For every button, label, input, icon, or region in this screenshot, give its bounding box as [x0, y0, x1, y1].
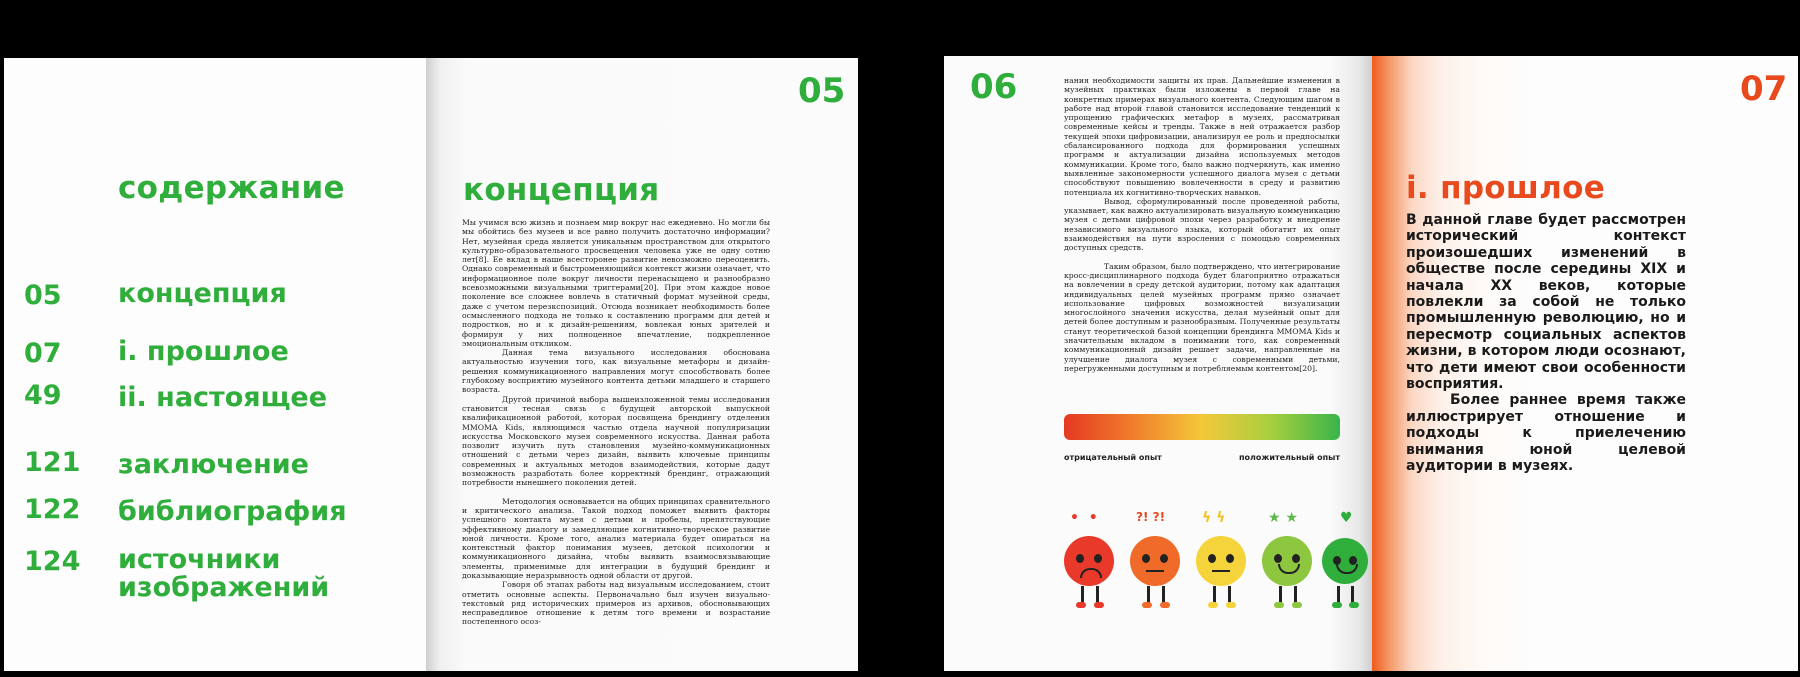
- paragraph: Вывод, сформулированный после проведенной работы, указывает, как важно актуализировать визуальную коммуникацию музея с детьми цифровой эпохи через разработку и внедрение независимого визуального языка, который обогатит их опыт взаимодействия на пути взросления с помощью современных доступных средств.: [1064, 196, 1340, 253]
- continued-page: [944, 56, 1372, 671]
- toc-entry-page-number: 121: [24, 447, 81, 478]
- scale-left-label: отрицательный опыт: [1064, 453, 1162, 462]
- page-number: 06: [970, 67, 1018, 107]
- page-number: 07: [1740, 69, 1788, 109]
- toc-entry-page-number: 124: [24, 546, 81, 577]
- paragraph: Методология основывается на общих принципах сравнительного и критического анализа. Такой подход поможет выявить факторы успешного контакта музея с детьми и пробелы, препятствующие эффективному диалогу и замедляющие когнитивно-творческое развитие юной личности. Кроме того, анализ материала будет опираться на контекстный фактор понимания музеев, детской психологии и коммуникационного дизайна, чтобы выявить взаимосвязывающие элементы, применимые для интеграции в будущий брендинг и доказывающие неразрывность одной области от другой.: [462, 496, 770, 580]
- experience-gradient-scale: [1064, 414, 1340, 440]
- toc-entry-title: заключение: [118, 449, 309, 480]
- toc-entry-title: библиография: [118, 496, 347, 527]
- chapter-heading: i. прошлое: [1406, 170, 1606, 206]
- paragraph: нания необходимости защиты их прав. Дальнейшие изменения в музейных практиках были изложены в первой главе на конкретных примерах визуального контента. Следующим шагом в работе над второй главой становится исследование тенденций к упрощению графических метафор в музеях, рассматривая современные кейсы и тренды. Также в ней отражается разбор текущей эпохи цифровизации, анализируя ее роль и предпосылки сбалансированного подхода для формирования успешных программ и актуализации дизайна используемых методов коммуникации. Кроме того, было важно подчеркнуть, как именно выявленные закономерности успешного диалога музея с детьми способствуют повышению вовлеченности в среду и развитию потенциала их когнитивно-творческих навыков.: [1064, 76, 1340, 197]
- paragraph: Говоря об этапах работы над визуальным исследованием, стоит отметить основные аспекты. Первоначально был изучен визуально-текстовый ряд исторических примеров из архивов, обосновывающих несправедливое отношение к детям того времени и возрастание постепенного осоз-: [462, 580, 770, 627]
- toc-entry-page-number: 07: [24, 338, 62, 369]
- scale-right-label: положительный опыт: [1239, 453, 1340, 462]
- page-heading: концепция: [463, 172, 660, 208]
- exclamation-icon: ?! ?!: [1136, 510, 1166, 524]
- body-text: [462, 218, 770, 627]
- toc-entry-title: i. прошлое: [118, 336, 289, 367]
- confused-face-icon: [1130, 510, 1182, 634]
- lightning-icon: ϟ ϟ: [1202, 510, 1226, 526]
- paragraph: Мы учимся всю жизнь и познаем мир вокруг нас ежедневно. Но могли бы мы обойтись без музеев и все равно получить достаточно информации? Нет, музейная среда является уникальным пространством для открытого культурно-образовательного просвещения человека уже не одну сотню лет[8]. Ее вклад в наше всесторонее развитие невозможно переоценить. Однако современный и быстроменяющийся контекст жизни означает, что информационное поле вокруг личности перенасыщено и разнообразно всевозможными визуальными триггерами[20]. При этом каждое новое поколение все сложнее вовлечь в статичный формат музейной среды, даже с учетом перезкспозиций. Отсюда возникает необходимость более осмысленного подхода не только к составлению программ для детей и подростков, но и к дизайн-решениям, вовлекая юных зрителей и формируя у них полноценное впечатление, подкрепленное эмоциональным откликом.: [462, 218, 770, 348]
- paragraph: В данной главе будет рассмотрен исторический контекст произошедших изменений в обществе после середины XIX и начала XX веков, которые повлекли за собой не только промышленную революцию, но и пересмотр социальных аспектов жизни, в котором люди осознают, что дети имеют свои особенности восприятия.: [1406, 212, 1686, 393]
- neutral-face-icon: [1196, 510, 1248, 634]
- toc-entry-page-number: 05: [24, 280, 62, 311]
- body-text: [1064, 76, 1340, 373]
- toc-entry-title: концепция: [118, 278, 287, 309]
- paragraph: Более раннее время также иллюстрирует отношение и подходы к приелечению внимания юной целевой аудитории в музеях.: [1406, 392, 1686, 475]
- chapter-intro-text: [1406, 212, 1686, 475]
- love-face-icon: [1322, 510, 1372, 634]
- paragraph: Данная тема визуального исследования обоснована актуальностью изучения того, как визуальные метафоры и дизайн-решения коммуникационного направления могут способствовать более глубокому восприятию музейного контента детьми младшего и старшего возраста.: [462, 348, 770, 395]
- toc-entry-page-number: 122: [24, 494, 81, 525]
- heart-icon: ♥: [1340, 510, 1353, 526]
- paragraph: Другой причиной выбора вышеизложенной темы исследования становится тесная связь с будущей авторской выпускной квалификационной работой, которая посвящена брендингу отделения MMOMA Kids, являющимся частью отдела научной популяризации искусства Московского музея современного искусства. Данная работа позволит изучить путь становления музейно-коммуникационных отношений с детьми через дизайн, выявить ключевые принципы современных и актуальных методов взаимодействия, которые дадут возможность разработать более корректный брендинг, отражающий потребности нынешнего поколения детей.: [462, 394, 770, 488]
- concept-page: [426, 58, 858, 671]
- toc-entry-title: источники изображений: [118, 544, 330, 604]
- past-chapter-page: [1372, 56, 1798, 671]
- toc-heading: содержание: [118, 170, 345, 206]
- happy-face-icon: [1262, 510, 1314, 634]
- sad-face-icon: [1064, 510, 1116, 634]
- page-number: 05: [798, 71, 846, 111]
- paragraph: Таким образом, было подтверждено, что интегрирование кросс-дисциплинарного подхода будет благоприятно отражаться на вовлечении в среду детской аудитории, потому как адаптация индивидуальных целей музейных программ прямо означает использование цифровых возможностей визуализации многослойного значения искусства, делая музейный опыт для детей более доступным и разнообразным. Полученные результаты станут теоретической базой концепции брендинга MMOMA Kids и значительным вкладом в понимании того, как современный коммуникационный дизайн решает задачи, направленные на улучшение диалога музея с современными детьми, перегруженными доступным и потребляемым контентом[20].: [1064, 261, 1340, 373]
- stars-icon: ★ ★: [1268, 510, 1298, 526]
- toc-entry-page-number: 49: [24, 380, 62, 411]
- tear-drops-icon: • •: [1070, 510, 1098, 526]
- toc-entry-title: ii. настоящее: [118, 382, 328, 413]
- toc-page: [4, 58, 426, 671]
